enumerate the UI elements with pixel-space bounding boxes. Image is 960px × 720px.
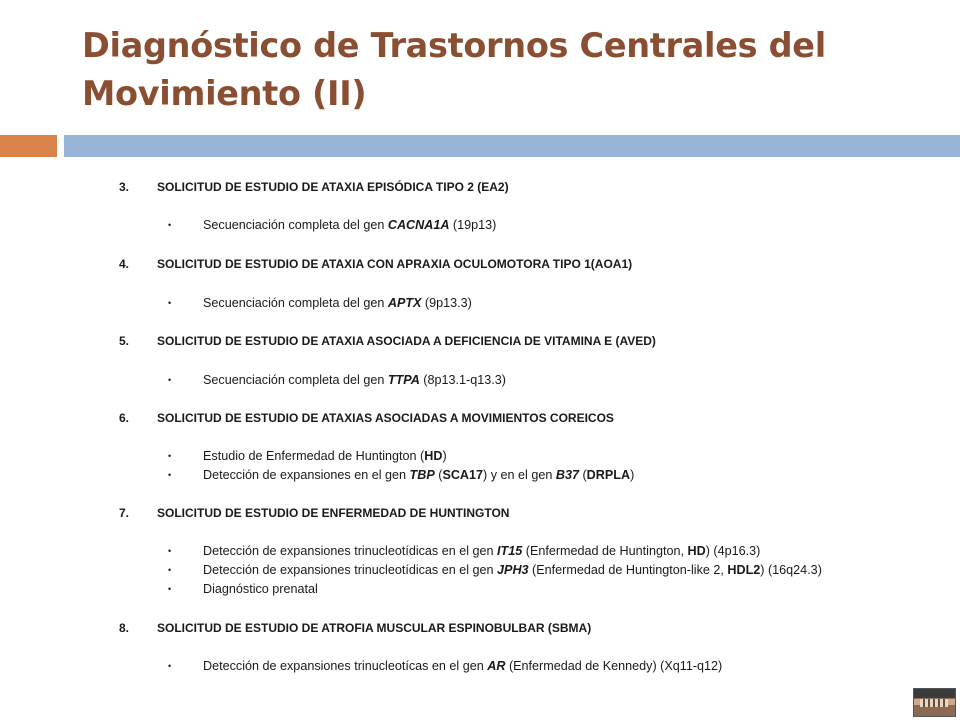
bullet-glyph: •	[168, 220, 172, 230]
section-heading-text: SOLICITUD DE ESTUDIO DE ATAXIA EPISÓDICA TIPO 2 (EA2)	[157, 180, 509, 194]
bullet-glyph: •	[168, 661, 172, 671]
bullet-text: Estudio de Enfermedad de Huntington (	[203, 449, 425, 463]
gene-name: TBP	[409, 468, 435, 482]
slide-content: 3. SOLICITUD DE ESTUDIO DE ATAXIA EPISÓDICA TIPO 2 (EA2) • Secuenciación completa del gen CACNA1A (19p13) 4. SOLICITUD DE ESTUDIO DE ATAXIA CON APRAXIA OCULOMOTORA TIPO 1(AOA1) • Secuenciación completa del gen APTX (9p13.3) 5. SOLICITUD DE ESTUDIO DE ATAXIA ASOCIADA A DEFICIENCIA DE VITAMINA E (AVED) • Secuenciación completa del gen TTPA (8p13.1-q13.3) 6. SOLICITUD DE ESTUDIO DE ATAXIAS ASOCIADAS A MOVIMIENTOS COREICOS • Estudio de Enfermedad de Huntington (HD) • Detección de expansiones en el gen TBP (SCA17) y en el gen B37 (DRPLA) 7. SOLICITUD DE ESTUDIO DE ENFERMEDAD DE HUNTINGTON • Detección de expansiones trinucleotídicas en el gen IT15 (Enfermedad de Huntington, HD) (4p16.3) • Detección de expansiones trinucleotídicas en el gen JPH3 (Enfermedad de Huntington-like 2, HDL2) (16q24.3) • Diagnóstico prenatal 8. SOLICITUD DE ESTUDIO DE ATROFIA MUSCULAR ESPINOBULBAR (SBMA) • Detección de expansiones trinucleotícas en el gen AR (Enfermedad de Kennedy) (Xq11-q12)	[119, 180, 822, 673]
abbreviation: HD	[424, 449, 443, 463]
building-photo-thumbnail	[913, 688, 956, 717]
bullet-text: (9p13.3)	[421, 296, 472, 310]
bullet-glyph: •	[168, 298, 172, 308]
section-heading-text: SOLICITUD DE ESTUDIO DE ATAXIA ASOCIADA A DEFICIENCIA DE VITAMINA E (AVED)	[157, 334, 656, 348]
bullet-glyph: •	[168, 546, 172, 556]
gene-name: CACNA1A	[387, 218, 450, 232]
section-heading-text: SOLICITUD DE ESTUDIO DE ATROFIA MUSCULAR ESPINOBULBAR (SBMA)	[157, 621, 592, 635]
bullet-glyph: •	[168, 584, 172, 594]
bullet-text: )	[442, 449, 447, 463]
section-number: 5.	[119, 334, 130, 348]
bullet-glyph: •	[168, 565, 172, 575]
bullet-text: Detección de expansiones trinucleotícas en el gen	[203, 659, 488, 673]
abbreviation: DRPLA	[586, 468, 631, 482]
section-heading-text: SOLICITUD DE ESTUDIO DE ENFERMEDAD DE HUNTINGTON	[157, 506, 510, 520]
bullet-glyph: •	[168, 451, 172, 461]
section-heading-text: SOLICITUD DE ESTUDIO DE ATAXIA CON APRAXIA OCULOMOTORA TIPO 1(AOA1)	[157, 257, 633, 271]
bullet-text: Detección de expansiones trinucleotídicas en el gen	[203, 544, 498, 558]
gene-name: AR	[487, 659, 506, 673]
section-number: 8.	[119, 621, 130, 635]
bullet-text: ) (16q24.3)	[760, 563, 822, 577]
bullet-text: Detección de expansiones trinucleotídicas en el gen	[203, 563, 498, 577]
gene-name: JPH3	[497, 563, 529, 577]
slide-title: Diagnóstico de Trastornos Centrales del Movimiento (II)	[82, 26, 826, 113]
bullet-text: (Enfermedad de Kennedy) (Xq11-q12)	[505, 659, 723, 673]
section-number: 3.	[119, 180, 130, 194]
bullet-text: Secuenciación completa del gen	[203, 296, 388, 310]
bullet-glyph: •	[168, 470, 172, 480]
abbreviation: SCA17	[442, 468, 484, 482]
bullet-text: (8p13.1-q13.3)	[419, 373, 506, 387]
section-number: 7.	[119, 506, 130, 520]
gene-name: TTPA	[387, 373, 420, 387]
bullet-text: (19p13)	[449, 218, 497, 232]
section-number: 4.	[119, 257, 130, 271]
bullet-text: Secuenciación completa del gen	[203, 373, 388, 387]
section-heading-text: SOLICITUD DE ESTUDIO DE ATAXIAS ASOCIADAS A MOVIMIENTOS COREICOS	[157, 411, 614, 425]
section-number: 6.	[119, 411, 130, 425]
bullet-text: Secuenciación completa del gen	[203, 218, 388, 232]
gene-name: APTX	[387, 296, 422, 310]
bullet-text: )	[630, 468, 635, 482]
abbreviation: HD	[687, 544, 706, 558]
bullet-glyph: •	[168, 375, 172, 385]
bullet-text: Detección de expansiones en el gen	[203, 468, 410, 482]
bullet-text: Diagnóstico prenatal	[203, 582, 318, 596]
gene-name: B37	[555, 468, 579, 482]
abbreviation: HDL2	[727, 563, 761, 577]
bullet-text: ) (4p16.3)	[705, 544, 761, 558]
gene-name: IT15	[497, 544, 523, 558]
